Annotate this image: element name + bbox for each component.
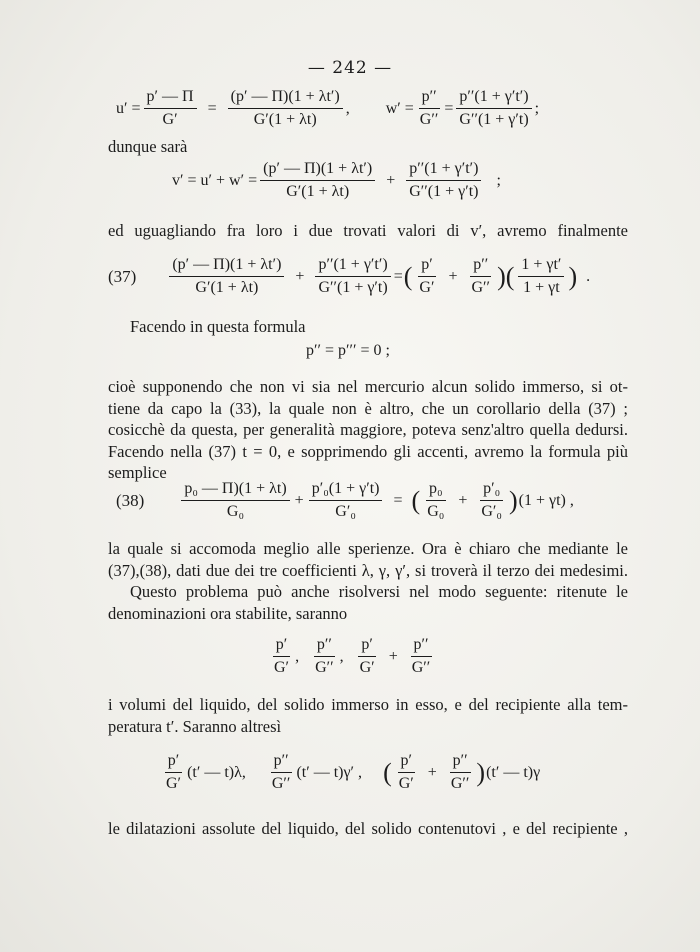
fraction: $\frac{1 + \gamma t'}{1 + \gamma t}$	[518, 256, 564, 297]
fraction: $\frac{(p' — \Pi)(1 + \lambda t')}{G'(1 + \lambda t)}$	[169, 256, 284, 297]
fraction: $\frac{(p' — \Pi)(1 + \lambda t')}{G'(1 + \lambda t)}$	[260, 160, 375, 201]
equation-u-w: u′ = $\frac{p' — \Pi}{G'}$ = $\frac{(p' — \Pi)(1 + \lambda t')}{G'(1 + \lambda t)}$ , w′ = $\frac{p''}{G''}$ = $\frac{p''(1 + \gamma't')}{G''(1 + \gamma't)}$ ;	[116, 88, 540, 128]
fraction: $\frac{p''}{G''}$	[271, 752, 291, 792]
fraction: $\frac{p''(1 + \gamma't')}{G''(1 + \gamma't)}$	[456, 88, 531, 129]
equation-zero: p′′ = p′′′ = 0 ;	[306, 342, 390, 359]
fraction: $\frac{p''}{G''}$	[471, 256, 491, 296]
equation-number: (38)	[116, 490, 145, 510]
page-number: — 242 —	[307, 58, 393, 78]
fraction: $\frac{p''}{G''}$	[315, 636, 334, 676]
fraction: $\frac{p''}{G''}$	[411, 636, 431, 676]
fraction: $\frac{p'}{G'}$	[398, 752, 414, 792]
fraction: $\frac{\text{p₀}}{\text{G₀}}$	[427, 480, 445, 520]
fraction: $\frac{\text{p₀ — Π)(1 + λt)}}{\text{G₀}}$	[181, 480, 289, 521]
paragraph-3: Questo problema può anche risolversi nel modo seguente: ritenute le denominazioni ora stabilite, saranno	[108, 582, 628, 623]
paragraph-2: la quale si accomoda meglio alle sperienze. Ora è chiaro che mediante le (37),(38), dati due dei tre coefficienti λ, γ, γ′, si troverà il terzo dei medesimi.	[108, 539, 628, 580]
fraction: $\frac{\text{p′₀(1 + γ′t)}}{\text{G′₀}}$	[309, 480, 383, 521]
text-uguagliando: ed uguagliando fra loro i due trovati valori di v′, avremo finalmente	[108, 221, 628, 240]
paragraph-1: cioè supponendo che non vi sia nel mercurio alcun solido immerso, si ot- tiene da capo la (33), la quale non è altro, che un corollario della (37) ; cosicchè da questa, per generalità maggiore, poteva senz'altro quella dedursi. Facendo nella (37) t = 0, e sopprimendo gli accenti, avremo la formula più semplice	[108, 377, 628, 482]
fraction: $\frac{\text{p′₀}}{\text{G′₀}}$	[481, 480, 502, 520]
text-dunque: dunque sarà	[108, 137, 188, 156]
text-last-line: le dilatazioni assolute del liquido, del solido contenutovi , e del recipiente ,	[108, 819, 628, 838]
paragraph-4: i volumi del liquido, del solido immerso in esso, e del recipiente alla tem- peratura t′. Saranno altresì	[108, 695, 628, 736]
fraction: $\frac{p'}{G'}$	[166, 752, 182, 792]
equation-38: (38) $\frac{\text{p₀ — Π)(1 + λt)}}{\text{G₀}}$ + $\frac{\text{p′₀(1 + γ′t)}}{\text{G′₀}}$ = ( $\frac{\text{p₀}}{\text{G₀}}$ + $\frac{\text{p′₀}}{\text{G′₀}}$ ) (1 + γt) ,	[116, 480, 574, 520]
text-facendo: Facendo in questa formula	[130, 317, 306, 336]
fraction: $\frac{p'}{G'}$	[274, 636, 290, 676]
fraction: $\frac{p''}{G''}$	[419, 88, 439, 128]
equation-number: (37)	[108, 266, 137, 286]
equation-v: v′ = u′ + w′ = $\frac{(p' — \Pi)(1 + \lambda t')}{G'(1 + \lambda t)}$ + $\frac{p''(1 + \gamma't')}{G''(1 + \gamma't)}$ ;	[172, 160, 501, 200]
fraction: $\frac{p''}{G''}$	[450, 752, 470, 792]
fraction: $\frac{p'}{G'}$	[419, 256, 435, 296]
eq-w-lhs: w′ =	[385, 99, 414, 117]
fraction: $\frac{p''(1 + \gamma't')}{G''(1 + \gamma't)}$	[406, 160, 481, 201]
eq-u-lhs: u′ =	[116, 99, 141, 117]
equation-37: (37) $\frac{(p' — \Pi)(1 + \lambda t')}{G'(1 + \lambda t)}$ + $\frac{p''(1 + \gamma't')}{G''(1 + \gamma't)}$ = ( $\frac{p'}{G'}$ + $\frac{p''}{G''}$ )( $\frac{1 + \gamma t'}{1 + \gamma t}$ ) .	[108, 256, 591, 296]
fraction: $\frac{p'}{G'}$	[359, 636, 375, 676]
equation-volumes: $\frac{p'}{G'}$ , $\frac{p''}{G''}$ , $\frac{p'}{G'}$ + $\frac{p''}{G''}$	[268, 636, 436, 677]
fraction: $\frac{p''(1 + \gamma't')}{G''(1 + \gamma't)}$	[315, 256, 390, 297]
equation-dilatations: $\frac{p'}{G'}$ (t′ — t)λ, $\frac{p''}{G''}$ (t′ — t)γ′ , ( $\frac{p'}{G'}$ + $\frac{p''}{G''}$ ) (t′ — t)γ	[160, 752, 540, 793]
fraction: $\frac{p' — \Pi}{G'}$	[144, 88, 197, 129]
fraction: $\frac{(p' — \Pi)(1 + \lambda t')}{G'(1 + \lambda t)}$	[228, 88, 343, 129]
